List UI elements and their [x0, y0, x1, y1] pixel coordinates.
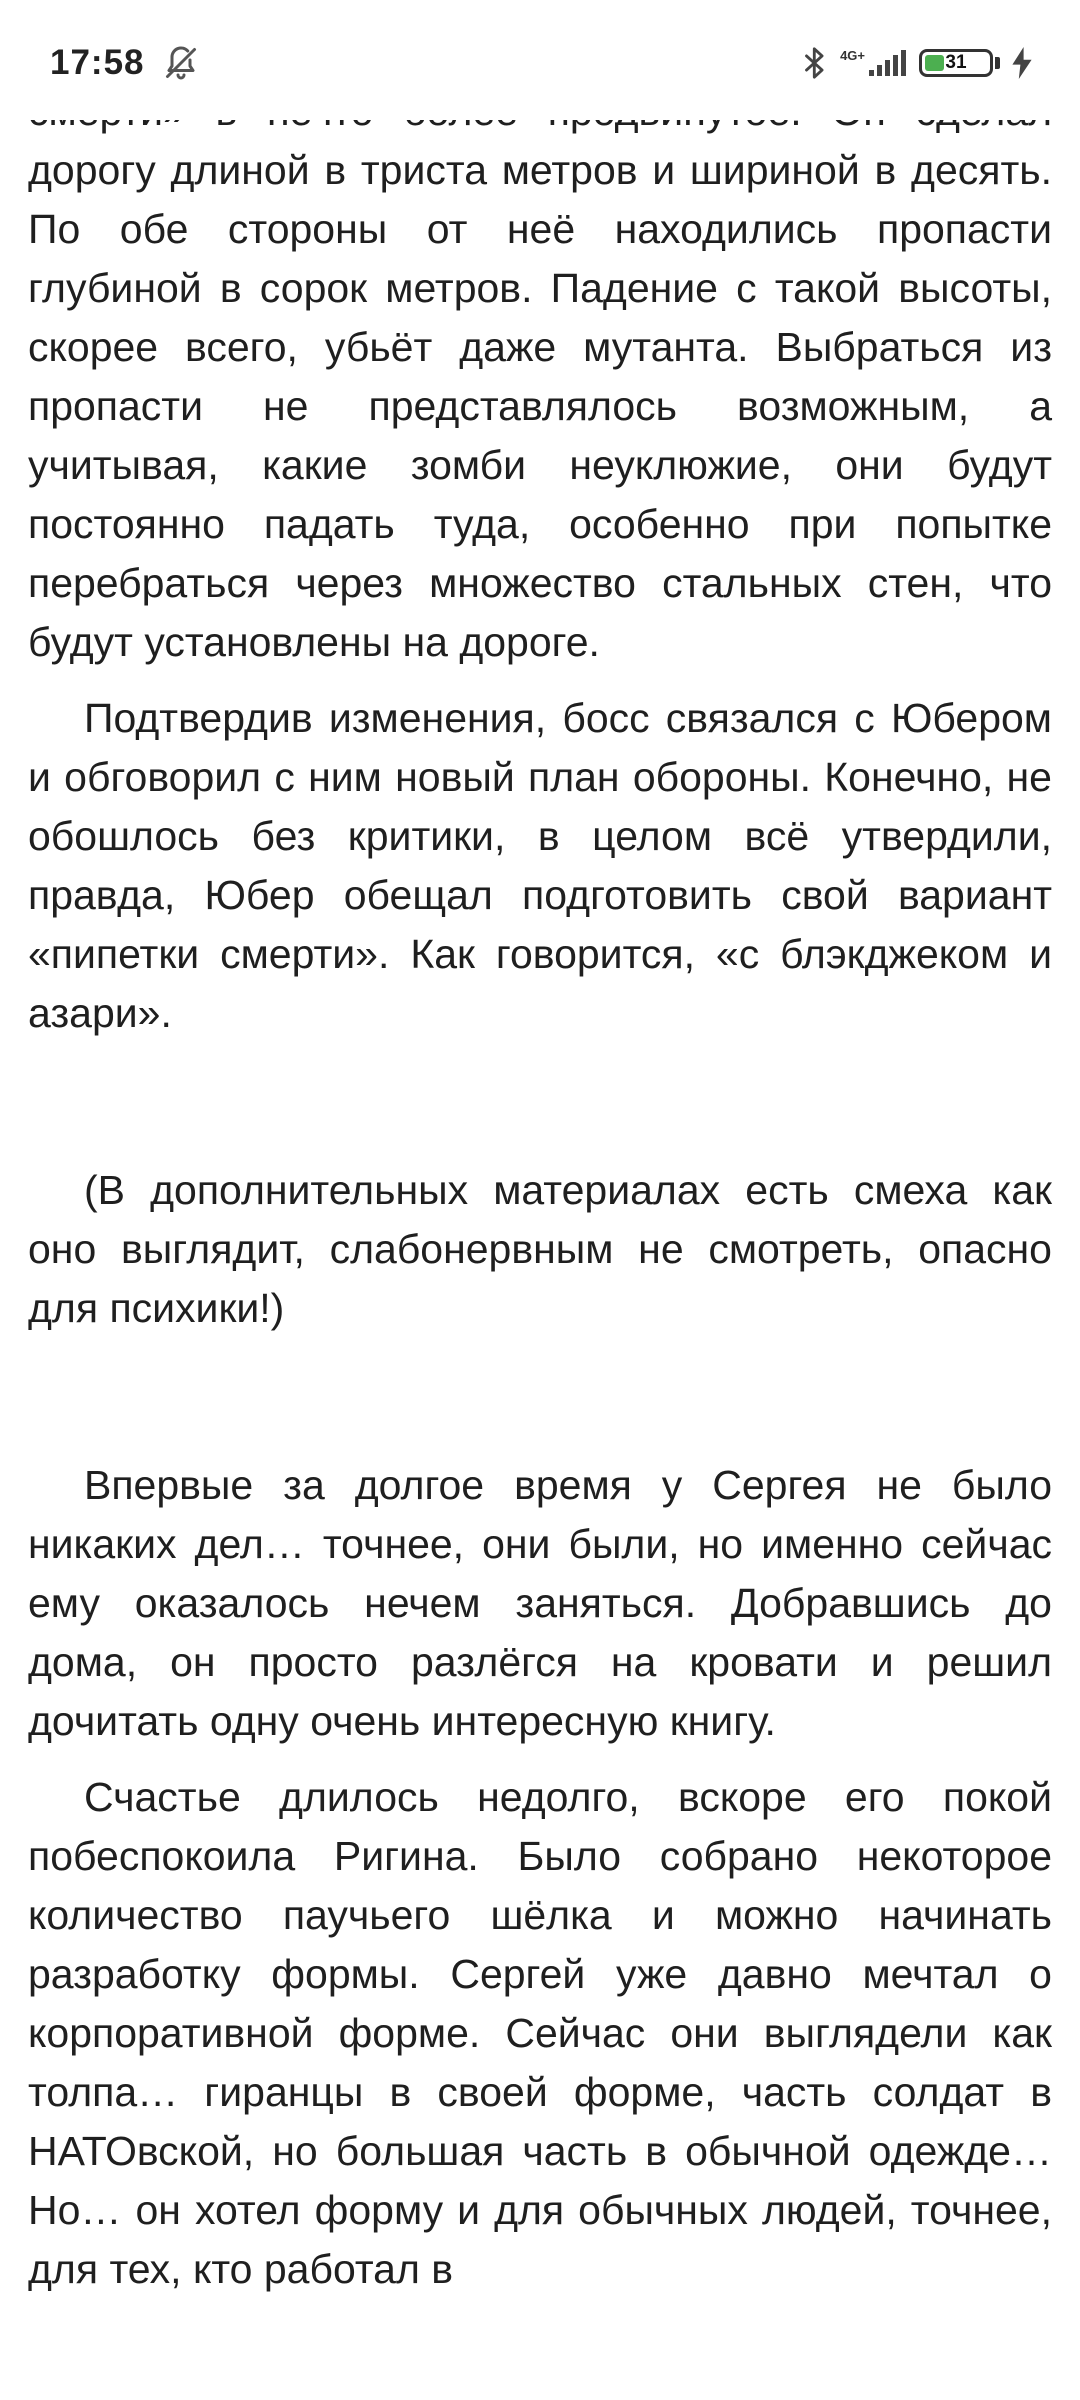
- paragraph: Счастье длилось недолго, вскоре его покой побеспокоила Ригина. Было собрано некоторое количество паучьего шёлка и можно начинать разработку формы. Сергей уже давно мечтал о корпоративной форме. Сейчас они выглядели как толпа… гиранцы в своей форме, часть солдат в НАТОвской, но большая часть в обычной одежде… Но… он хотел форму и для обычных людей, точнее, для тех, кто работал в: [28, 1774, 1052, 2292]
- paragraph: Впервые за долгое время у Сергея не было никаких дел… точнее, они были, но именно сейчас ему оказалось нечем заняться. Добравшись до дома, он просто разлёгся на кровати и решил дочитать одну очень интересную книгу.: [28, 1462, 1052, 1744]
- status-left: [50, 43, 199, 83]
- status-right: [802, 46, 1032, 80]
- reader-content[interactable]: [28, 82, 1052, 2299]
- paragraph: Подтвердив изменения, босс связался с Юбером и обговорил с ним новый план обороны. Конечно, не обошлось без критики, в целом всё утвердили, правда, Юбер обещал подготовить свой вариант «пипетки смерти». Как говорится, «с блэкджеком и азари».: [28, 695, 1052, 1036]
- signal-icon: [867, 48, 907, 78]
- bluetooth-icon: [802, 46, 828, 80]
- battery-percent: 31: [945, 52, 967, 73]
- paragraph: дорогу длиной в триста метров и шириной в десять. По обе стороны от неё находились пропасти глубиной в сорок метров. Падение с такой высоты, скорее всего, убьёт даже мутанта. Выбраться из пропасти не представлялось возможным, а учитывая, какие зомби неуклюжие, они будут постоянно падать туда, особенно при попытке перебраться через множество стальных стен, что будут установлены на дороге.: [28, 147, 1052, 665]
- status-bar: [0, 0, 1080, 120]
- mute-bell-icon: [163, 45, 199, 81]
- paragraph: (В дополнительных материалах есть смеха как оно выглядит, слабонервным не смотреть, опасно для психики!): [28, 1167, 1052, 1331]
- charging-bolt-icon: [1012, 47, 1032, 79]
- battery-icon: [919, 49, 993, 77]
- battery-cap: [995, 57, 1000, 69]
- network-indicator: [840, 48, 907, 78]
- network-type-label: 4G+: [840, 48, 865, 63]
- clock: 17:58: [50, 43, 145, 82]
